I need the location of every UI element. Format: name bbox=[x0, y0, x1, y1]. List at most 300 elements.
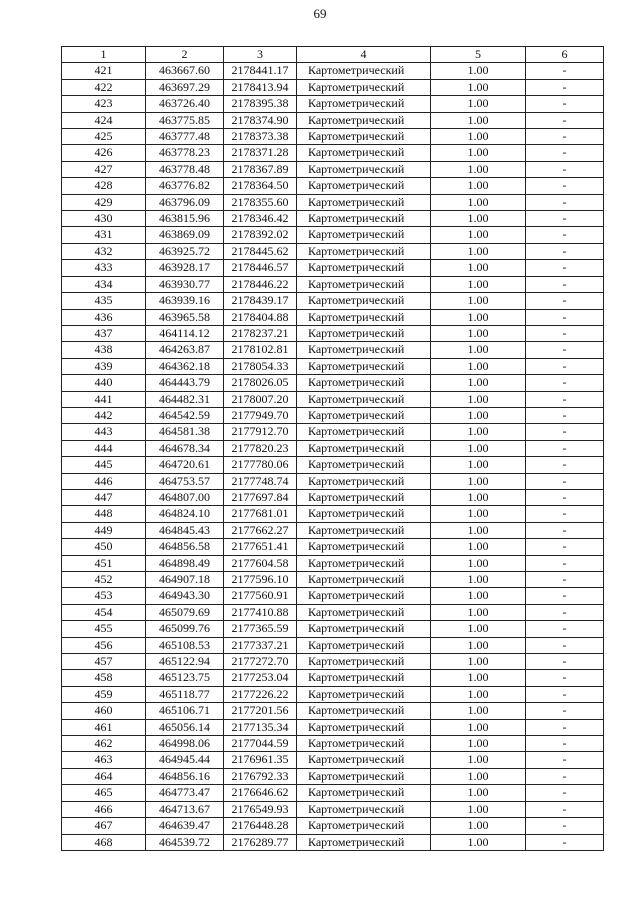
column-header: 5 bbox=[431, 47, 526, 63]
y-coordinate-cell: 2178446.22 bbox=[224, 276, 297, 292]
point-number-cell: 424 bbox=[62, 112, 146, 128]
accuracy-cell: 1.00 bbox=[431, 260, 526, 276]
y-coordinate-cell: 2178054.33 bbox=[224, 358, 297, 374]
table-row bbox=[62, 63, 604, 79]
note-cell: - bbox=[526, 375, 604, 391]
x-coordinate-cell: 464856.16 bbox=[146, 768, 224, 784]
point-number-cell: 444 bbox=[62, 440, 146, 456]
table-row bbox=[62, 407, 604, 423]
x-coordinate-cell: 464263.87 bbox=[146, 342, 224, 358]
note-cell: - bbox=[526, 572, 604, 588]
method-cell: Картометрический bbox=[297, 424, 431, 440]
accuracy-cell: 1.00 bbox=[431, 178, 526, 194]
table-row bbox=[62, 375, 604, 391]
accuracy-cell: 1.00 bbox=[431, 522, 526, 538]
accuracy-cell: 1.00 bbox=[431, 686, 526, 702]
table-row bbox=[62, 506, 604, 522]
y-coordinate-cell: 2176961.35 bbox=[224, 752, 297, 768]
method-cell: Картометрический bbox=[297, 555, 431, 571]
method-cell: Картометрический bbox=[297, 309, 431, 325]
table-header-row bbox=[62, 47, 604, 63]
accuracy-cell: 1.00 bbox=[431, 768, 526, 784]
table-row bbox=[62, 572, 604, 588]
point-number-cell: 426 bbox=[62, 145, 146, 161]
method-cell: Картометрический bbox=[297, 834, 431, 850]
x-coordinate-cell: 463667.60 bbox=[146, 63, 224, 79]
accuracy-cell: 1.00 bbox=[431, 391, 526, 407]
accuracy-cell: 1.00 bbox=[431, 440, 526, 456]
method-cell: Картометрический bbox=[297, 375, 431, 391]
y-coordinate-cell: 2178237.21 bbox=[224, 325, 297, 341]
accuracy-cell: 1.00 bbox=[431, 243, 526, 259]
accuracy-cell: 1.00 bbox=[431, 79, 526, 95]
table-row bbox=[62, 276, 604, 292]
point-number-cell: 421 bbox=[62, 63, 146, 79]
note-cell: - bbox=[526, 637, 604, 653]
point-number-cell: 422 bbox=[62, 79, 146, 95]
x-coordinate-cell: 464443.79 bbox=[146, 375, 224, 391]
point-number-cell: 463 bbox=[62, 752, 146, 768]
y-coordinate-cell: 2177596.10 bbox=[224, 572, 297, 588]
accuracy-cell: 1.00 bbox=[431, 703, 526, 719]
y-coordinate-cell: 2178371.28 bbox=[224, 145, 297, 161]
table-row bbox=[62, 703, 604, 719]
note-cell: - bbox=[526, 194, 604, 210]
method-cell: Картометрический bbox=[297, 539, 431, 555]
accuracy-cell: 1.00 bbox=[431, 424, 526, 440]
y-coordinate-cell: 2178346.42 bbox=[224, 211, 297, 227]
x-coordinate-cell: 463939.16 bbox=[146, 293, 224, 309]
method-cell: Картометрический bbox=[297, 818, 431, 834]
note-cell: - bbox=[526, 178, 604, 194]
note-cell: - bbox=[526, 309, 604, 325]
point-number-cell: 453 bbox=[62, 588, 146, 604]
table-row bbox=[62, 473, 604, 489]
x-coordinate-cell: 465099.76 bbox=[146, 621, 224, 637]
method-cell: Картометрический bbox=[297, 506, 431, 522]
method-cell: Картометрический bbox=[297, 686, 431, 702]
accuracy-cell: 1.00 bbox=[431, 588, 526, 604]
page-number: 69 bbox=[313, 6, 327, 21]
method-cell: Картометрический bbox=[297, 703, 431, 719]
note-cell: - bbox=[526, 654, 604, 670]
table-row bbox=[62, 670, 604, 686]
method-cell: Картометрический bbox=[297, 654, 431, 670]
note-cell: - bbox=[526, 703, 604, 719]
accuracy-cell: 1.00 bbox=[431, 342, 526, 358]
x-coordinate-cell: 465056.14 bbox=[146, 719, 224, 735]
point-number-cell: 437 bbox=[62, 325, 146, 341]
table-row bbox=[62, 686, 604, 702]
method-cell: Картометрический bbox=[297, 358, 431, 374]
x-coordinate-cell: 465106.71 bbox=[146, 703, 224, 719]
method-cell: Картометрический bbox=[297, 79, 431, 95]
x-coordinate-cell: 463778.23 bbox=[146, 145, 224, 161]
note-cell: - bbox=[526, 129, 604, 145]
point-number-cell: 425 bbox=[62, 129, 146, 145]
table-row bbox=[62, 194, 604, 210]
accuracy-cell: 1.00 bbox=[431, 637, 526, 653]
table-row bbox=[62, 79, 604, 95]
method-cell: Картометрический bbox=[297, 194, 431, 210]
table-row bbox=[62, 654, 604, 670]
y-coordinate-cell: 2176792.33 bbox=[224, 768, 297, 784]
note-cell: - bbox=[526, 145, 604, 161]
column-header: 1 bbox=[62, 47, 146, 63]
accuracy-cell: 1.00 bbox=[431, 63, 526, 79]
method-cell: Картометрический bbox=[297, 243, 431, 259]
x-coordinate-cell: 463697.29 bbox=[146, 79, 224, 95]
table-row bbox=[62, 129, 604, 145]
table-row bbox=[62, 604, 604, 620]
y-coordinate-cell: 2176289.77 bbox=[224, 834, 297, 850]
x-coordinate-cell: 463726.40 bbox=[146, 96, 224, 112]
y-coordinate-cell: 2178026.05 bbox=[224, 375, 297, 391]
y-coordinate-cell: 2178395.38 bbox=[224, 96, 297, 112]
x-coordinate-cell: 464856.58 bbox=[146, 539, 224, 555]
note-cell: - bbox=[526, 96, 604, 112]
column-header: 4 bbox=[297, 47, 431, 63]
point-number-cell: 465 bbox=[62, 785, 146, 801]
table-row bbox=[62, 440, 604, 456]
note-cell: - bbox=[526, 801, 604, 817]
table-row bbox=[62, 424, 604, 440]
y-coordinate-cell: 2178007.20 bbox=[224, 391, 297, 407]
point-number-cell: 430 bbox=[62, 211, 146, 227]
note-cell: - bbox=[526, 391, 604, 407]
accuracy-cell: 1.00 bbox=[431, 227, 526, 243]
note-cell: - bbox=[526, 424, 604, 440]
table-row bbox=[62, 342, 604, 358]
table-row bbox=[62, 801, 604, 817]
table-row bbox=[62, 522, 604, 538]
point-number-cell: 423 bbox=[62, 96, 146, 112]
x-coordinate-cell: 463775.85 bbox=[146, 112, 224, 128]
column-header: 3 bbox=[224, 47, 297, 63]
y-coordinate-cell: 2177651.41 bbox=[224, 539, 297, 555]
method-cell: Картометрический bbox=[297, 604, 431, 620]
note-cell: - bbox=[526, 539, 604, 555]
table-row bbox=[62, 391, 604, 407]
note-cell: - bbox=[526, 506, 604, 522]
point-number-cell: 428 bbox=[62, 178, 146, 194]
y-coordinate-cell: 2178441.17 bbox=[224, 63, 297, 79]
y-coordinate-cell: 2177662.27 bbox=[224, 522, 297, 538]
x-coordinate-cell: 464542.59 bbox=[146, 407, 224, 423]
y-coordinate-cell: 2177337.21 bbox=[224, 637, 297, 653]
y-coordinate-cell: 2177748.74 bbox=[224, 473, 297, 489]
y-coordinate-cell: 2177410.88 bbox=[224, 604, 297, 620]
x-coordinate-cell: 464639.47 bbox=[146, 818, 224, 834]
table-row bbox=[62, 211, 604, 227]
note-cell: - bbox=[526, 227, 604, 243]
y-coordinate-cell: 2177272.70 bbox=[224, 654, 297, 670]
x-coordinate-cell: 464998.06 bbox=[146, 736, 224, 752]
accuracy-cell: 1.00 bbox=[431, 473, 526, 489]
method-cell: Картометрический bbox=[297, 801, 431, 817]
y-coordinate-cell: 2177949.70 bbox=[224, 407, 297, 423]
y-coordinate-cell: 2177253.04 bbox=[224, 670, 297, 686]
table-row bbox=[62, 309, 604, 325]
note-cell: - bbox=[526, 752, 604, 768]
y-coordinate-cell: 2177820.23 bbox=[224, 440, 297, 456]
note-cell: - bbox=[526, 243, 604, 259]
table-row bbox=[62, 539, 604, 555]
accuracy-cell: 1.00 bbox=[431, 555, 526, 571]
point-number-cell: 429 bbox=[62, 194, 146, 210]
point-number-cell: 464 bbox=[62, 768, 146, 784]
note-cell: - bbox=[526, 621, 604, 637]
note-cell: - bbox=[526, 457, 604, 473]
x-coordinate-cell: 463930.77 bbox=[146, 276, 224, 292]
table-row bbox=[62, 243, 604, 259]
note-cell: - bbox=[526, 211, 604, 227]
point-number-cell: 435 bbox=[62, 293, 146, 309]
table-row bbox=[62, 96, 604, 112]
y-coordinate-cell: 2177135.34 bbox=[224, 719, 297, 735]
note-cell: - bbox=[526, 604, 604, 620]
y-coordinate-cell: 2177681.01 bbox=[224, 506, 297, 522]
accuracy-cell: 1.00 bbox=[431, 194, 526, 210]
point-number-cell: 458 bbox=[62, 670, 146, 686]
accuracy-cell: 1.00 bbox=[431, 834, 526, 850]
accuracy-cell: 1.00 bbox=[431, 96, 526, 112]
point-number-cell: 455 bbox=[62, 621, 146, 637]
accuracy-cell: 1.00 bbox=[431, 375, 526, 391]
method-cell: Картометрический bbox=[297, 293, 431, 309]
column-header: 6 bbox=[526, 47, 604, 63]
accuracy-cell: 1.00 bbox=[431, 489, 526, 505]
point-number-cell: 459 bbox=[62, 686, 146, 702]
point-number-cell: 436 bbox=[62, 309, 146, 325]
point-number-cell: 454 bbox=[62, 604, 146, 620]
method-cell: Картометрический bbox=[297, 637, 431, 653]
accuracy-cell: 1.00 bbox=[431, 161, 526, 177]
point-number-cell: 448 bbox=[62, 506, 146, 522]
note-cell: - bbox=[526, 79, 604, 95]
accuracy-cell: 1.00 bbox=[431, 604, 526, 620]
x-coordinate-cell: 464581.38 bbox=[146, 424, 224, 440]
point-number-cell: 449 bbox=[62, 522, 146, 538]
table-row bbox=[62, 260, 604, 276]
table-row bbox=[62, 457, 604, 473]
method-cell: Картометрический bbox=[297, 342, 431, 358]
method-cell: Картометрический bbox=[297, 145, 431, 161]
y-coordinate-cell: 2178367.89 bbox=[224, 161, 297, 177]
x-coordinate-cell: 463778.48 bbox=[146, 161, 224, 177]
accuracy-cell: 1.00 bbox=[431, 621, 526, 637]
y-coordinate-cell: 2178413.94 bbox=[224, 79, 297, 95]
method-cell: Картометрический bbox=[297, 785, 431, 801]
x-coordinate-cell: 463815.96 bbox=[146, 211, 224, 227]
method-cell: Картометрический bbox=[297, 670, 431, 686]
accuracy-cell: 1.00 bbox=[431, 539, 526, 555]
x-coordinate-cell: 463965.58 bbox=[146, 309, 224, 325]
note-cell: - bbox=[526, 522, 604, 538]
accuracy-cell: 1.00 bbox=[431, 506, 526, 522]
x-coordinate-cell: 463925.72 bbox=[146, 243, 224, 259]
x-coordinate-cell: 464824.10 bbox=[146, 506, 224, 522]
x-coordinate-cell: 464907.18 bbox=[146, 572, 224, 588]
coordinates-table bbox=[61, 46, 604, 851]
accuracy-cell: 1.00 bbox=[431, 358, 526, 374]
y-coordinate-cell: 2178446.57 bbox=[224, 260, 297, 276]
point-number-cell: 447 bbox=[62, 489, 146, 505]
table-row bbox=[62, 621, 604, 637]
y-coordinate-cell: 2178102.81 bbox=[224, 342, 297, 358]
method-cell: Картометрический bbox=[297, 457, 431, 473]
y-coordinate-cell: 2177912.70 bbox=[224, 424, 297, 440]
method-cell: Картометрический bbox=[297, 588, 431, 604]
y-coordinate-cell: 2177226.22 bbox=[224, 686, 297, 702]
method-cell: Картометрический bbox=[297, 440, 431, 456]
method-cell: Картометрический bbox=[297, 325, 431, 341]
accuracy-cell: 1.00 bbox=[431, 801, 526, 817]
method-cell: Картометрический bbox=[297, 161, 431, 177]
method-cell: Картометрический bbox=[297, 489, 431, 505]
method-cell: Картометрический bbox=[297, 178, 431, 194]
note-cell: - bbox=[526, 818, 604, 834]
x-coordinate-cell: 464362.18 bbox=[146, 358, 224, 374]
point-number-cell: 445 bbox=[62, 457, 146, 473]
method-cell: Картометрический bbox=[297, 129, 431, 145]
method-cell: Картометрический bbox=[297, 752, 431, 768]
y-coordinate-cell: 2177201.56 bbox=[224, 703, 297, 719]
point-number-cell: 446 bbox=[62, 473, 146, 489]
y-coordinate-cell: 2178355.60 bbox=[224, 194, 297, 210]
table-body bbox=[62, 63, 604, 851]
table-row bbox=[62, 752, 604, 768]
x-coordinate-cell: 465108.53 bbox=[146, 637, 224, 653]
x-coordinate-cell: 464713.67 bbox=[146, 801, 224, 817]
point-number-cell: 461 bbox=[62, 719, 146, 735]
x-coordinate-cell: 463776.82 bbox=[146, 178, 224, 194]
accuracy-cell: 1.00 bbox=[431, 145, 526, 161]
x-coordinate-cell: 465123.75 bbox=[146, 670, 224, 686]
point-number-cell: 427 bbox=[62, 161, 146, 177]
x-coordinate-cell: 464807.00 bbox=[146, 489, 224, 505]
accuracy-cell: 1.00 bbox=[431, 276, 526, 292]
note-cell: - bbox=[526, 719, 604, 735]
accuracy-cell: 1.00 bbox=[431, 719, 526, 735]
accuracy-cell: 1.00 bbox=[431, 818, 526, 834]
table-row bbox=[62, 178, 604, 194]
point-number-cell: 441 bbox=[62, 391, 146, 407]
note-cell: - bbox=[526, 342, 604, 358]
column-header: 2 bbox=[146, 47, 224, 63]
table-row bbox=[62, 834, 604, 850]
method-cell: Картометрический bbox=[297, 260, 431, 276]
accuracy-cell: 1.00 bbox=[431, 309, 526, 325]
x-coordinate-cell: 464753.57 bbox=[146, 473, 224, 489]
y-coordinate-cell: 2178445.62 bbox=[224, 243, 297, 259]
table-row bbox=[62, 489, 604, 505]
x-coordinate-cell: 463796.09 bbox=[146, 194, 224, 210]
y-coordinate-cell: 2178439.17 bbox=[224, 293, 297, 309]
x-coordinate-cell: 463869.09 bbox=[146, 227, 224, 243]
table-row bbox=[62, 325, 604, 341]
table-row bbox=[62, 358, 604, 374]
table-row bbox=[62, 637, 604, 653]
accuracy-cell: 1.00 bbox=[431, 129, 526, 145]
point-number-cell: 442 bbox=[62, 407, 146, 423]
method-cell: Картометрический bbox=[297, 112, 431, 128]
point-number-cell: 467 bbox=[62, 818, 146, 834]
table-row bbox=[62, 145, 604, 161]
y-coordinate-cell: 2176549.93 bbox=[224, 801, 297, 817]
y-coordinate-cell: 2176646.62 bbox=[224, 785, 297, 801]
note-cell: - bbox=[526, 161, 604, 177]
point-number-cell: 468 bbox=[62, 834, 146, 850]
note-cell: - bbox=[526, 260, 604, 276]
table-row bbox=[62, 161, 604, 177]
point-number-cell: 440 bbox=[62, 375, 146, 391]
table-row bbox=[62, 818, 604, 834]
table-row bbox=[62, 112, 604, 128]
y-coordinate-cell: 2178373.38 bbox=[224, 129, 297, 145]
note-cell: - bbox=[526, 670, 604, 686]
x-coordinate-cell: 464539.72 bbox=[146, 834, 224, 850]
note-cell: - bbox=[526, 358, 604, 374]
accuracy-cell: 1.00 bbox=[431, 572, 526, 588]
accuracy-cell: 1.00 bbox=[431, 670, 526, 686]
note-cell: - bbox=[526, 293, 604, 309]
point-number-cell: 434 bbox=[62, 276, 146, 292]
method-cell: Картометрический bbox=[297, 473, 431, 489]
table-row bbox=[62, 588, 604, 604]
note-cell: - bbox=[526, 785, 604, 801]
method-cell: Картометрический bbox=[297, 768, 431, 784]
note-cell: - bbox=[526, 63, 604, 79]
method-cell: Картометрический bbox=[297, 276, 431, 292]
accuracy-cell: 1.00 bbox=[431, 752, 526, 768]
note-cell: - bbox=[526, 736, 604, 752]
y-coordinate-cell: 2177697.84 bbox=[224, 489, 297, 505]
point-number-cell: 452 bbox=[62, 572, 146, 588]
table-row bbox=[62, 785, 604, 801]
x-coordinate-cell: 464114.12 bbox=[146, 325, 224, 341]
method-cell: Картометрический bbox=[297, 227, 431, 243]
x-coordinate-cell: 464898.49 bbox=[146, 555, 224, 571]
point-number-cell: 431 bbox=[62, 227, 146, 243]
note-cell: - bbox=[526, 768, 604, 784]
point-number-cell: 433 bbox=[62, 260, 146, 276]
x-coordinate-cell: 464945.44 bbox=[146, 752, 224, 768]
method-cell: Картометрический bbox=[297, 719, 431, 735]
y-coordinate-cell: 2178392.02 bbox=[224, 227, 297, 243]
y-coordinate-cell: 2177780.06 bbox=[224, 457, 297, 473]
method-cell: Картометрический bbox=[297, 211, 431, 227]
y-coordinate-cell: 2178364.50 bbox=[224, 178, 297, 194]
accuracy-cell: 1.00 bbox=[431, 736, 526, 752]
note-cell: - bbox=[526, 473, 604, 489]
y-coordinate-cell: 2176448.28 bbox=[224, 818, 297, 834]
accuracy-cell: 1.00 bbox=[431, 407, 526, 423]
y-coordinate-cell: 2177604.58 bbox=[224, 555, 297, 571]
point-number-cell: 456 bbox=[62, 637, 146, 653]
y-coordinate-cell: 2178374.90 bbox=[224, 112, 297, 128]
method-cell: Картометрический bbox=[297, 391, 431, 407]
note-cell: - bbox=[526, 489, 604, 505]
method-cell: Картометрический bbox=[297, 621, 431, 637]
point-number-cell: 439 bbox=[62, 358, 146, 374]
y-coordinate-cell: 2177044.59 bbox=[224, 736, 297, 752]
y-coordinate-cell: 2177365.59 bbox=[224, 621, 297, 637]
method-cell: Картометрический bbox=[297, 736, 431, 752]
note-cell: - bbox=[526, 834, 604, 850]
method-cell: Картометрический bbox=[297, 63, 431, 79]
accuracy-cell: 1.00 bbox=[431, 457, 526, 473]
